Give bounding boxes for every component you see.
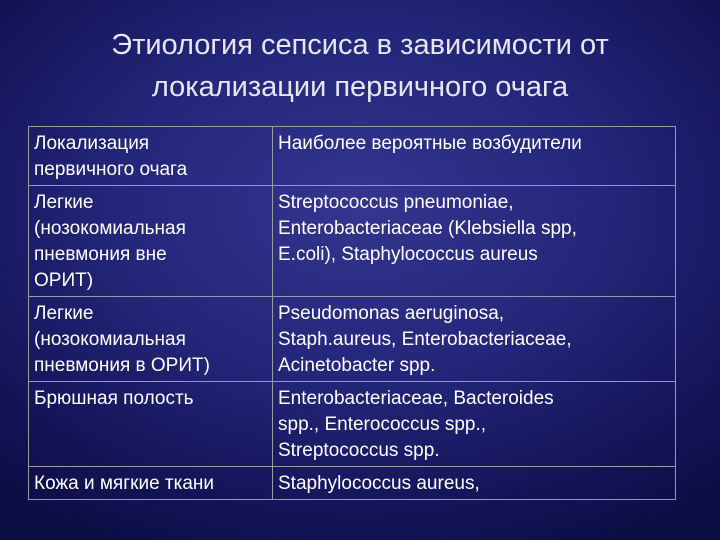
slide-title [0, 24, 720, 108]
cell-location: Легкие (нозокомиальная пневмония в ОРИТ) [29, 297, 273, 382]
cell-pathogens: Enterobacteriaceae, Bacteroides spp., Enterococcus spp., Streptococcus spp. [273, 382, 676, 467]
etiology-table [28, 126, 676, 500]
cell-pathogens: Streptococcus pneumoniae, Enterobacteriaceae (Klebsiella spp, E.coli), Staphylococcus aureus [273, 186, 676, 297]
table-header-row [29, 127, 676, 186]
cell-location: Легкие (нозокомиальная пневмония вне ОРИТ) [29, 186, 273, 297]
table-row [29, 186, 676, 297]
cell-location: Брюшная полость [29, 382, 273, 467]
cell-location: Кожа и мягкие ткани [29, 467, 273, 500]
cell-pathogens: Staphylococcus aureus, [273, 467, 676, 500]
header-pathogens: Наиболее вероятные возбудители [273, 127, 676, 186]
table-row [29, 297, 676, 382]
title-line-1: Этиология сепсиса в зависимости от [111, 29, 609, 61]
cell-pathogens: Pseudomonas aeruginosa, Staph.aureus, Enterobacteriaceae, Acinetobacter spp. [273, 297, 676, 382]
header-location: Локализация первичного очага [29, 127, 273, 186]
table-row [29, 467, 676, 500]
table-row [29, 382, 676, 467]
title-line-2: локализации первичного очага [151, 71, 569, 103]
